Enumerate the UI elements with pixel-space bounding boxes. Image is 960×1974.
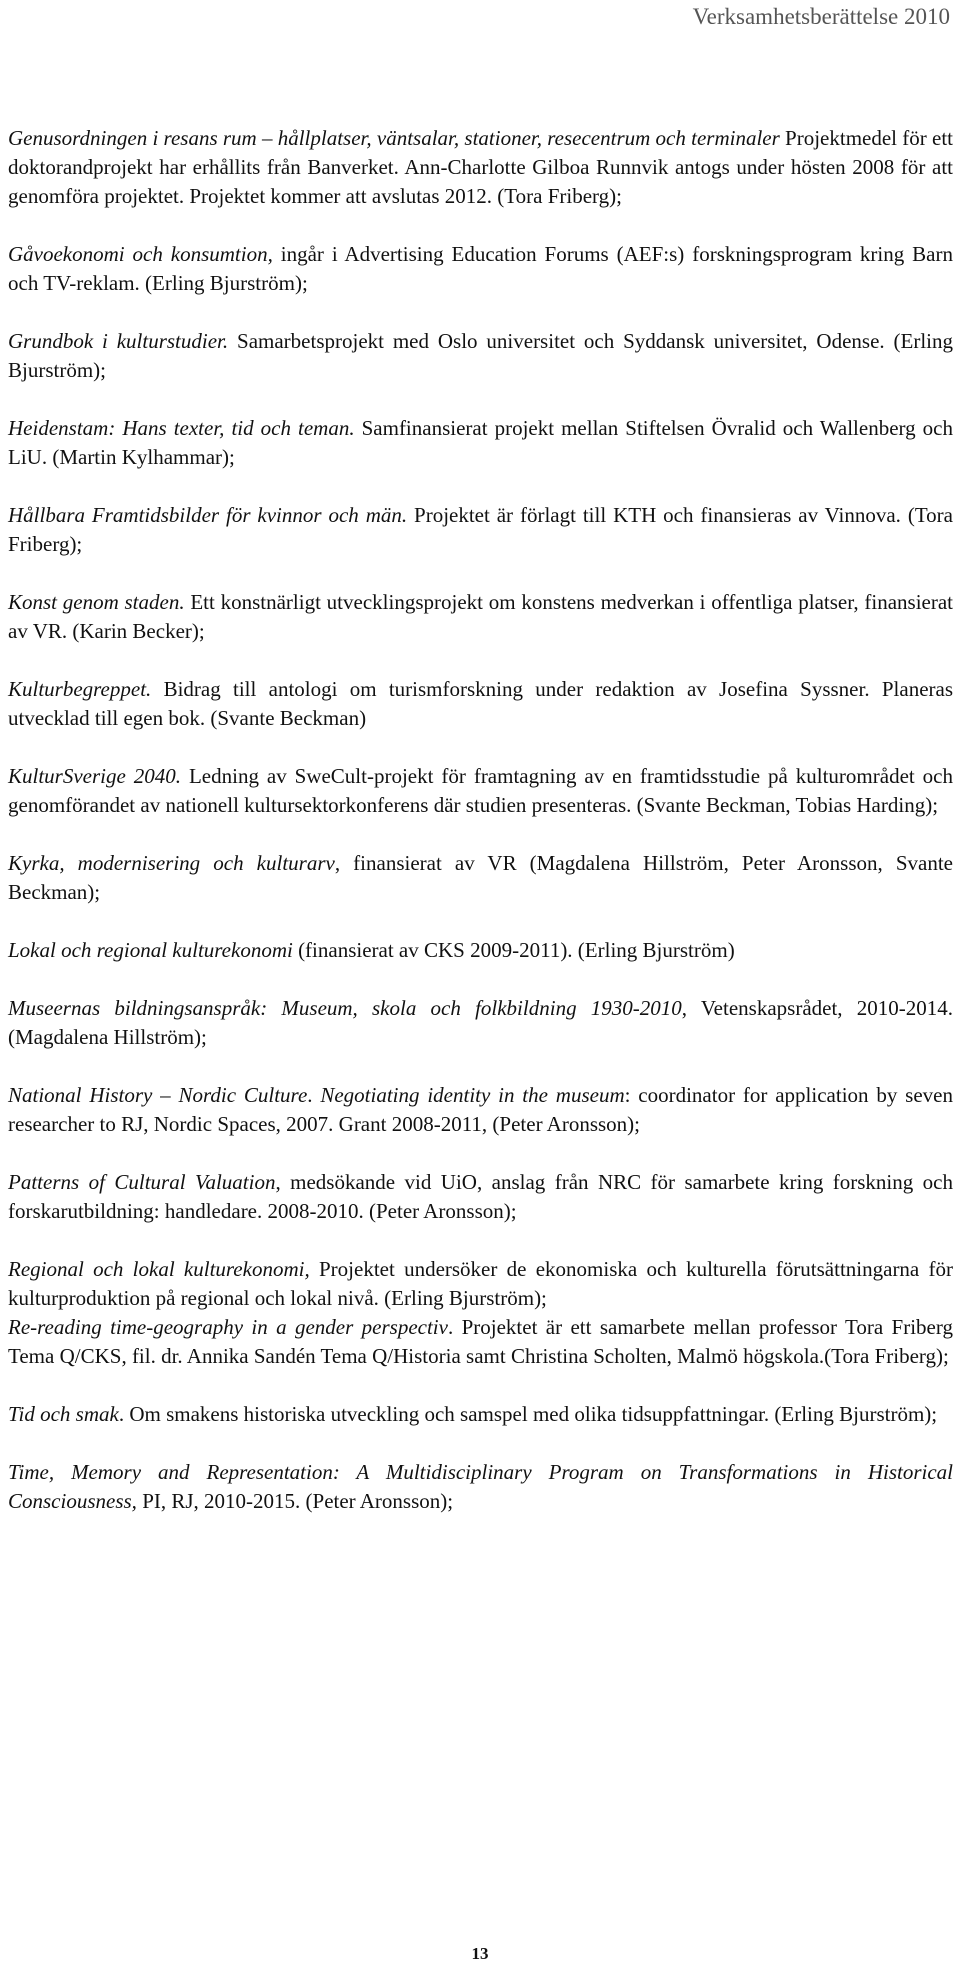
project-description: Samarbetsprojekt med Oslo universitet och Syddansk universitet, Odense. (Erling Bjurström); (8, 329, 953, 382)
project-title: Lokal och regional kulturekonomi (8, 938, 293, 962)
project-entry (8, 1255, 953, 1313)
project-description-continued: : coordinator for application by seven researcher to RJ, Nordic Spaces, 2007. Grant 2008-2011, (Peter Aronsson); (8, 1083, 953, 1136)
project-title: Genusordningen i resans rum – hållplatser, väntsalar, stationer, resecentrum och terminaler (8, 126, 780, 150)
project-description: , medsökande vid UiO, anslag från NRC för samarbete kring forskning och forskarutbildning: handledare. 2008-2010. (Peter Aronsson); (8, 1170, 953, 1223)
project-title: Hållbara Framtidsbilder för kvinnor och män. (8, 503, 408, 527)
project-title: Patterns of Cultural Valuation (8, 1170, 276, 1194)
project-title: Museernas bildningsanspråk: Museum, skola och folkbildning 1930-2010 (8, 996, 682, 1020)
project-entry (8, 1400, 953, 1429)
project-title: Tid och smak (8, 1402, 119, 1426)
page-number: 13 (471, 1944, 489, 1963)
project-title: National History – Nordic Culture (8, 1083, 308, 1107)
project-title: Regional och lokal kulturekonomi, (8, 1257, 310, 1281)
project-description: Projektet undersöker de ekonomiska och kulturella förutsättningarna för kulturproduktion på regional och lokal nivå. (Erling Bjurström); (8, 1257, 954, 1310)
project-entry (8, 1313, 953, 1371)
project-description: , finansierat av VR (Magdalena Hillström, Peter Aronsson, Svante Beckman); (8, 851, 953, 904)
project-title: Grundbok i kulturstudier. (8, 329, 229, 353)
project-entry (8, 124, 953, 211)
project-title: Konst genom staden. (8, 590, 185, 614)
project-description: (finansierat av CKS 2009-2011). (Erling Bjurström) (292, 938, 735, 962)
project-description: Ett konstnärligt utvecklingsprojekt om konstens medverkan i offentliga platser, finansierat av VR. (Karin Becker); (8, 590, 954, 643)
project-entry (8, 994, 953, 1052)
project-entry (8, 762, 953, 820)
project-title: Gåvoekonomi och konsumtion, (8, 242, 273, 266)
project-description: Samfinansierat projekt mellan Stiftelsen Övralid och Wallenberg och LiU. (Martin Kylhammar); (8, 416, 953, 469)
project-title: Re-reading time-geography in a gender perspectiv (8, 1315, 448, 1339)
project-entry (8, 1458, 953, 1516)
project-description: Ledning av SweCult-projekt för framtagning av en framtidsstudie på kulturområdet och genomförandet av nationell kultursektorkonferens där studien presenteras. (Svante Beckman, Tobias Harding); (8, 764, 953, 817)
project-entry (8, 849, 953, 907)
project-entry (8, 1081, 953, 1139)
project-description: Projektet är förlagt till KTH och finansieras av Vinnova. (Tora Friberg); (8, 503, 953, 556)
project-title: Kyrka, modernisering och kulturarv (8, 851, 335, 875)
project-title: Time, Memory and Representation: A Multidisciplinary Program on Transformations in Historical Consciousness, (8, 1460, 953, 1513)
project-title: Kulturbegreppet. (8, 677, 152, 701)
project-entry (8, 1168, 953, 1226)
project-description: , Vetenskapsrådet, 2010-2014. (Magdalena Hillström); (8, 996, 953, 1049)
project-entry (8, 240, 953, 298)
project-title: Heidenstam: Hans texter, tid och teman. (8, 416, 355, 440)
project-description: PI, RJ, 2010-2015. (Peter Aronsson); (136, 1489, 454, 1513)
project-description: Projektmedel för ett doktorandprojekt har erhållits från Banverket. Ann-Charlotte Gilboa Runnvik antogs under hösten 2008 för att genomföra projektet. Projektet kommer att avslutas 2012. (Tora Friberg); (8, 126, 953, 208)
running-header: Verksamhetsberättelse 2010 (692, 4, 950, 29)
project-entry (8, 327, 953, 385)
project-description: . (307, 1083, 321, 1107)
project-entry (8, 501, 953, 559)
project-description: ingår i Advertising Education Forums (AEF:s) forskningsprogram kring Barn och TV-reklam. (Erling Bjurström); (8, 242, 953, 295)
project-entry (8, 414, 953, 472)
project-subtitle: Negotiating identity in the museum (320, 1083, 625, 1107)
project-entry (8, 675, 953, 733)
project-list (8, 124, 953, 1516)
project-title: KulturSverige 2040. (8, 764, 182, 788)
project-description: Bidrag till antologi om turismforskning under redaktion av Josefina Syssner. Planeras utvecklad till egen bok. (Svante Beckman) (8, 677, 953, 730)
project-entry (8, 936, 953, 965)
project-entry (8, 588, 953, 646)
project-description: . Projektet är ett samarbete mellan professor Tora Friberg Tema Q/CKS, fil. dr. Annika Sandén Tema Q/Historia samt Christina Scholten, Malmö högskola.(Tora Friberg); (8, 1315, 953, 1368)
project-description: . Om smakens historiska utveckling och samspel med olika tidsuppfattningar. (Erling Bjurström); (118, 1402, 938, 1426)
